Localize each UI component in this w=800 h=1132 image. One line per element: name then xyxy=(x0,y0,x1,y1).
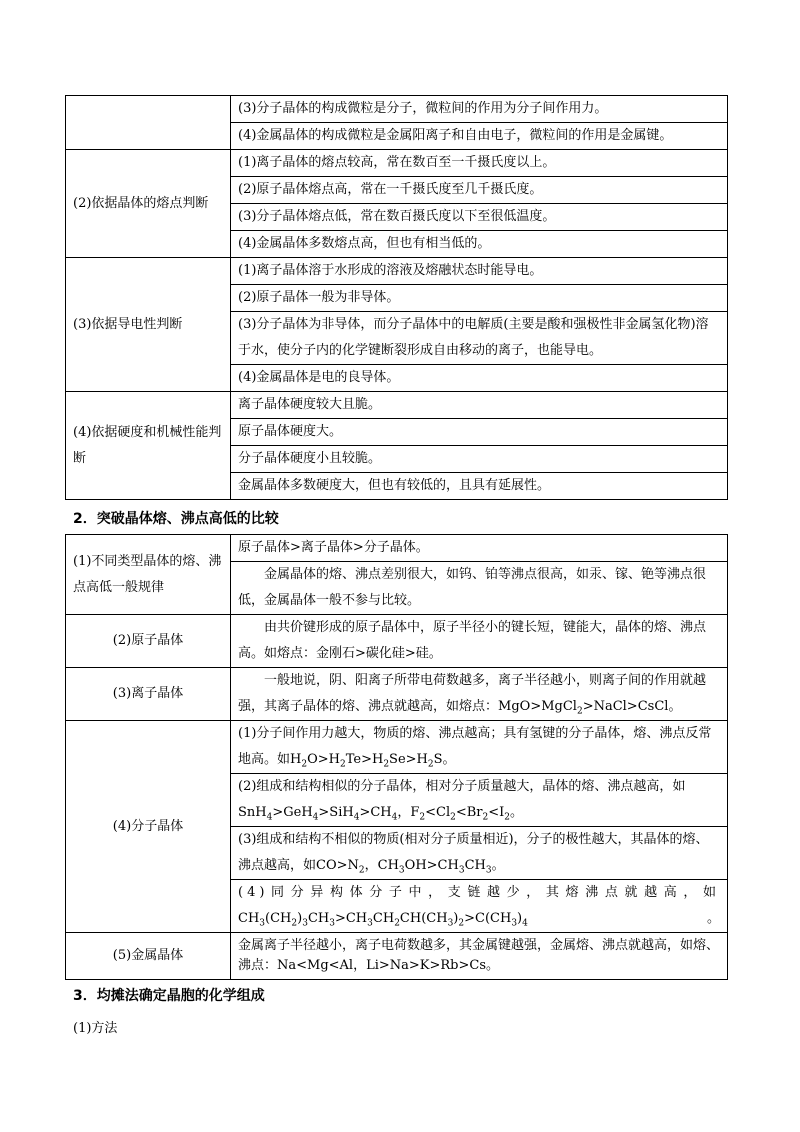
cell-text: (1)分子间作用力越大，物质的熔、沸点越高；具有氢键的分子晶体，熔、沸点反常地高。如 xyxy=(238,726,712,767)
cell-text: 一般地说，阴、阳离子所带电荷数越多，离子半径越小，则离子间的作用就越强，其离子晶体的熔、沸点就越高，如熔点： xyxy=(238,673,707,714)
formula-subscript: 2 xyxy=(394,918,400,929)
section-heading: 2．突破晶体熔、沸点高低的比较 xyxy=(73,511,279,527)
table-cell: 金属离子半径越小，离子电荷数越多，其金属键越强，金属熔、沸点就越高，如熔、沸点：Na<Mg<Al，Li>Na>K>Rb>Cs。 xyxy=(231,933,728,980)
formula-part: >C(CH xyxy=(464,911,512,926)
table-cell: 金属晶体多数硬度大，但也有较低的，且具有延展性。 xyxy=(231,473,728,500)
table-cell: 由共价键形成的原子晶体中，原子半径小的键长短，键能大，晶体的熔、沸点高。如熔点：金刚石>碳化硅>硅。 xyxy=(231,615,728,668)
formula-subscript: 3 xyxy=(485,865,492,876)
formula-part: >MgCl xyxy=(530,699,577,714)
formula-part: 。 xyxy=(491,858,505,873)
row-label-cell: (3)离子晶体 xyxy=(66,668,231,721)
section-heading: 3．均摊法确定晶胞的化学组成 xyxy=(73,988,265,1004)
table-cell: 离子晶体硬度较大且脆。 xyxy=(231,392,728,419)
formula-subscript: 3 xyxy=(398,865,405,876)
formula-subscript: 2 xyxy=(383,759,390,770)
formula-subscript: 4 xyxy=(266,812,273,823)
formula-part: (CH xyxy=(265,911,292,926)
table-row xyxy=(66,668,728,721)
formula-part: ) xyxy=(517,911,523,926)
formula-part: 。 xyxy=(510,805,524,820)
formula-part: S。 xyxy=(433,752,456,767)
table-row xyxy=(66,258,728,285)
formula xyxy=(316,858,505,876)
table-cell: (1)离子晶体溶于水形成的溶液及熔融状态时能导电。 xyxy=(231,258,728,285)
table-cell: 金属晶体的熔、沸点差别很大，如钨、铂等沸点很高，如汞、镓、铯等沸点很低，金属晶体一般不参与比较。 xyxy=(231,562,728,615)
table-cell: (3)分子晶体的构成微粒是分子，微粒间的作用为分子间作用力。 xyxy=(231,96,728,123)
table-cell: (4)金属晶体多数熔点高，但也有相当低的。 xyxy=(231,231,728,258)
formula-subscript: 3 xyxy=(302,918,308,929)
formula-part: 。 xyxy=(668,699,682,714)
formula-part: CH xyxy=(238,911,260,926)
formula-subscript: 2 xyxy=(458,918,465,929)
formula-subscript: 4 xyxy=(353,812,360,823)
table-row xyxy=(66,96,728,123)
formula-subscript: 3 xyxy=(447,918,454,929)
table-cell xyxy=(231,880,728,933)
formula-part: CH(CH xyxy=(399,911,448,926)
formula-part: H xyxy=(290,752,302,767)
formula-subscript: 4 xyxy=(312,812,319,823)
table-cell xyxy=(231,668,728,721)
row-label-cell: (4)分子晶体 xyxy=(66,721,231,933)
row-label-cell: (2)原子晶体 xyxy=(66,615,231,668)
formula-part: OH>CH xyxy=(404,858,459,873)
formula-part: <Cl xyxy=(425,805,451,820)
formula-part: CH xyxy=(372,911,395,926)
formula-subscript: 2 xyxy=(339,759,346,770)
formula-part: ，CH xyxy=(364,858,399,873)
table-row xyxy=(66,933,728,980)
table-cell: (2)原子晶体一般为非导体。 xyxy=(231,285,728,312)
row-label-cell: (1)不同类型晶体的熔、沸点高低一般规律 xyxy=(66,535,231,615)
table-row xyxy=(66,392,728,419)
group-label-cell: (3)依据导电性判断 xyxy=(66,258,231,392)
formula-part: ) xyxy=(453,911,459,926)
table-row xyxy=(66,535,728,562)
formula-subscript: 3 xyxy=(458,865,465,876)
formula-part: CO>N xyxy=(316,858,359,873)
table-row xyxy=(66,615,728,668)
formula-part: <Br xyxy=(455,805,483,820)
table-cell xyxy=(231,827,728,880)
table-cell xyxy=(231,774,728,827)
formula-subscript: 2 xyxy=(576,706,583,717)
formula-subscript: 3 xyxy=(367,918,373,929)
formula-subscript: 4 xyxy=(522,918,528,929)
table-cell: (3)分子晶体熔点低，常在数百摄氏度以下至很低温度。 xyxy=(231,204,728,231)
formula-subscript: 3 xyxy=(511,918,518,929)
group-label-cell: (4)依据硬度和机械性能判断 xyxy=(66,392,231,500)
formula-part: SnH xyxy=(238,805,267,820)
melting-point-table xyxy=(65,534,728,980)
crystal-judgment-table xyxy=(65,95,728,500)
formula-part: 。 xyxy=(527,911,720,926)
table-cell xyxy=(231,721,728,774)
formula xyxy=(238,906,720,932)
table-cell: 原子晶体>离子晶体>分子晶体。 xyxy=(231,535,728,562)
formula-subscript: 3 xyxy=(259,918,266,929)
formula-subscript: 4 xyxy=(391,812,398,823)
formula-subscript: 2 xyxy=(358,865,365,876)
formula-part: MgO xyxy=(498,699,531,714)
formula-part: <I xyxy=(488,805,505,820)
formula xyxy=(238,805,524,823)
table-row xyxy=(66,721,728,774)
formula-part: >NaCl>CsCl xyxy=(582,699,669,714)
formula xyxy=(290,752,456,770)
formula-part: ) xyxy=(297,911,303,926)
table-cell: (4)金属晶体的构成微粒是金属阳离子和自由电子，微粒间的作用是金属键。 xyxy=(231,123,728,150)
formula-subscript: 2 xyxy=(419,812,426,823)
formula-subscript: 2 xyxy=(450,812,456,823)
cell-text: (2)组成和结构相似的分子晶体，相对分子质量越大，晶体的熔、沸点越高，如 xyxy=(238,779,686,794)
table-cell: (1)离子晶体的熔点较高，常在数百至一千摄氏度以上。 xyxy=(231,150,728,177)
formula-subscript: 2 xyxy=(427,759,434,770)
table-row xyxy=(66,150,728,177)
table-cell: 分子晶体硬度小且较脆。 xyxy=(231,446,728,473)
table-cell: (3)分子晶体为非导体，而分子晶体中的电解质(主要是酸和强极性非金属氢化物)溶于水，使分子内的化学键断裂形成自由移动的离子，也能导电。 xyxy=(231,312,728,365)
formula-part: Se>H xyxy=(389,752,428,767)
formula-part: O>H xyxy=(307,752,340,767)
formula xyxy=(498,699,682,717)
formula-subscript: 2 xyxy=(291,918,298,929)
formula-subscript: 3 xyxy=(329,918,335,929)
table-cell: 原子晶体硬度大。 xyxy=(231,419,728,446)
cell-text: (4)同分异构体分子中，支链越少，其熔沸点就越高，如 xyxy=(238,885,720,900)
formula-part: >GeH xyxy=(272,805,313,820)
formula-part: ，F xyxy=(397,805,420,820)
formula-subscript: 2 xyxy=(504,812,511,823)
table-cell: (2)原子晶体熔点高，常在一千摄氏度至几千摄氏度。 xyxy=(231,177,728,204)
group-label-cell xyxy=(66,96,231,150)
formula-subscript: 2 xyxy=(301,759,308,770)
formula-part: >SiH xyxy=(318,805,354,820)
formula-part: >CH xyxy=(359,805,392,820)
formula-part: Te>H xyxy=(345,752,384,767)
formula-part: >CH xyxy=(334,911,368,926)
row-label-cell: (5)金属晶体 xyxy=(66,933,231,980)
paragraph: (1)方法 xyxy=(73,1021,118,1036)
table-cell: (4)金属晶体是电的良导体。 xyxy=(231,365,728,392)
formula-part: CH xyxy=(464,858,486,873)
formula-subscript: 2 xyxy=(482,812,489,823)
cell-text: (3)组成和结构不相似的物质(相对分子质量相近)，分子的极性越大，其晶体的熔、沸点越高，如 xyxy=(238,832,709,873)
formula-part: CH xyxy=(307,911,330,926)
group-label-cell: (2)依据晶体的熔点判断 xyxy=(66,150,231,258)
